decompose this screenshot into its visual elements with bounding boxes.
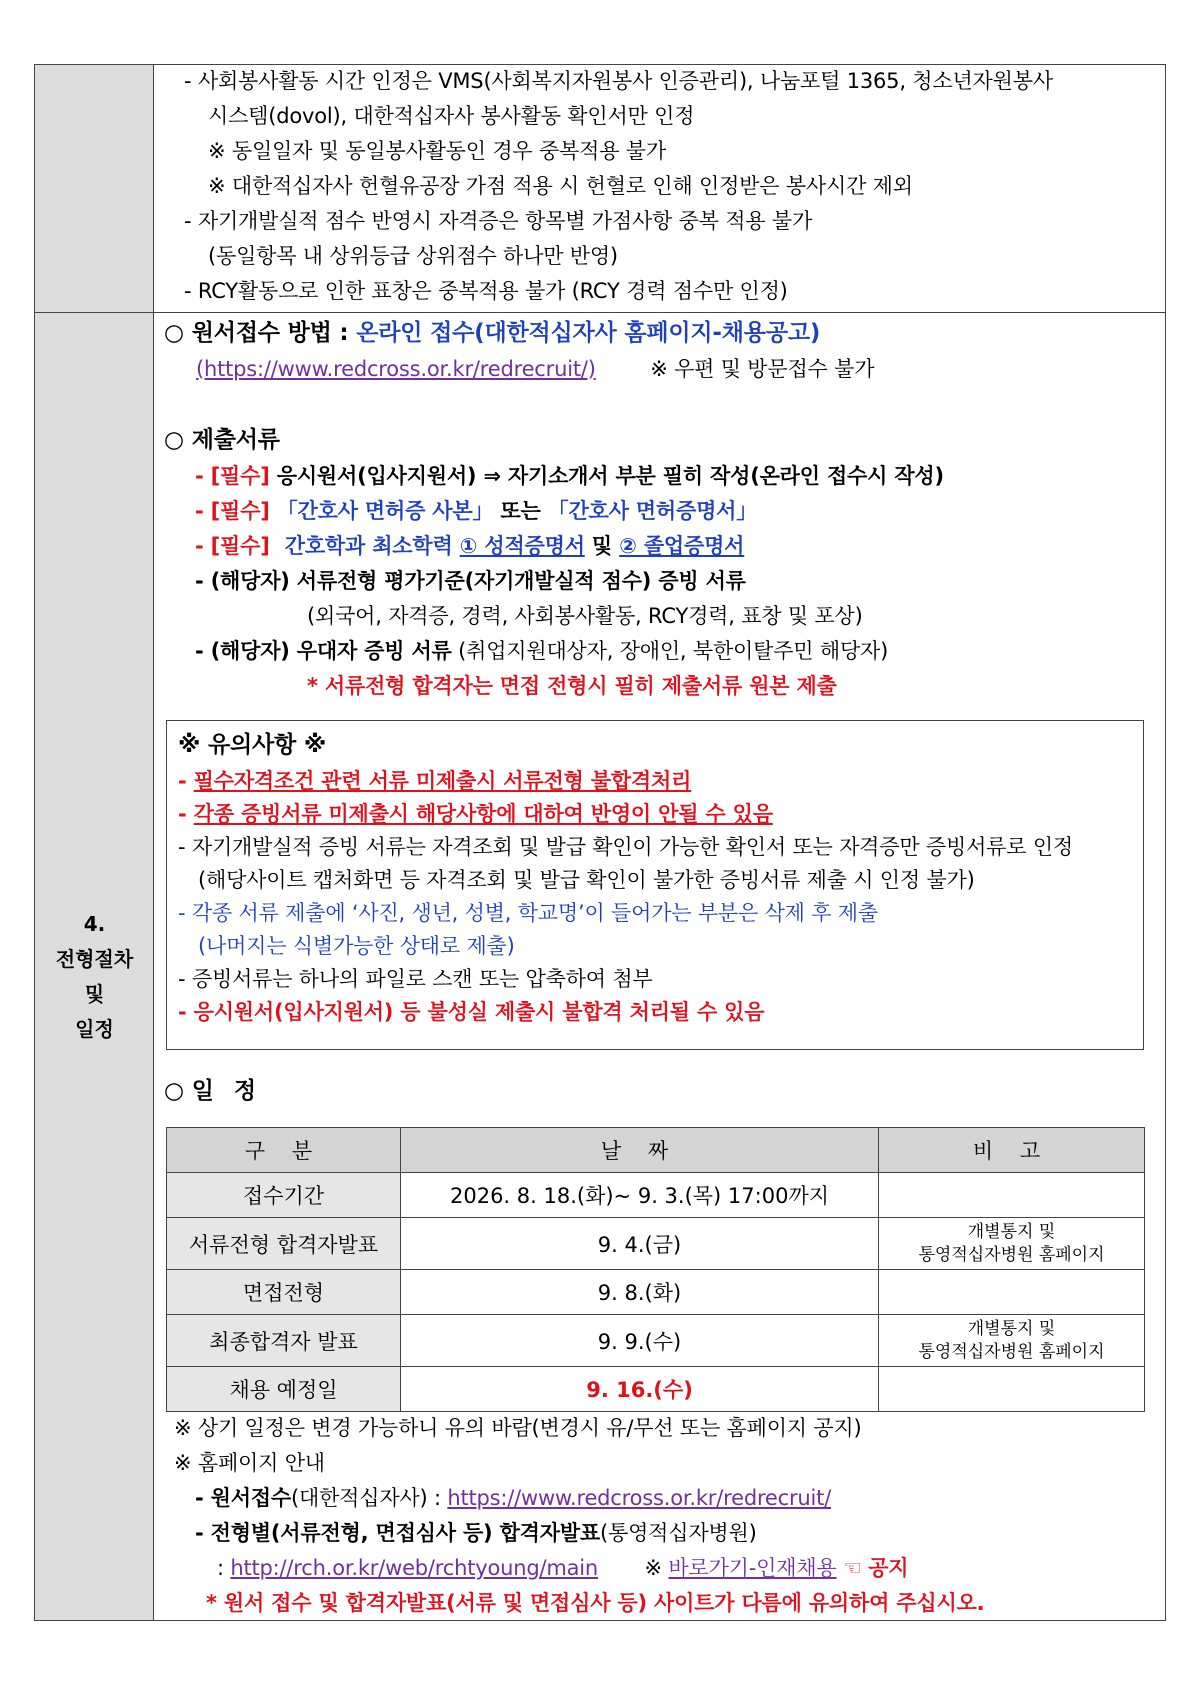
pointing-hand-icon: ☜: [842, 1556, 862, 1580]
homepage-apply-label: - 원서접수: [195, 1486, 291, 1510]
application-note: ※ 우편 및 방문접수 불가: [650, 357, 875, 381]
top-line-2: 시스템(dovol), 대한적십자사 봉사활동 확인서만 인정: [208, 104, 695, 128]
documents-title: 제출서류: [191, 427, 280, 453]
doc-item-1: [195, 461, 944, 491]
notice-line-1: [178, 766, 691, 796]
table-row: [167, 1315, 1145, 1367]
row-label: 접수기간: [167, 1173, 401, 1218]
doc-item-2-certificate: 「간호사 면허증명서」: [547, 499, 758, 523]
table-row: [167, 1218, 1145, 1270]
table-row: [167, 1270, 1145, 1315]
header-date: 날 짜: [401, 1128, 879, 1173]
doc-item-3-education: 간호학과 최소학력: [284, 534, 453, 558]
schedule-heading: [164, 1076, 262, 1106]
notice-line-8: - 응시원서(입사지원서) 등 불성실 제출시 불합격 처리될 수 있음: [178, 1000, 765, 1024]
bullet-circle: ○: [164, 320, 184, 346]
doc-item-3-diploma: ② 졸업증명서: [619, 534, 745, 558]
section-title-line3: 일정: [75, 1017, 114, 1041]
notice-line-7: - 증빙서류는 하나의 파일로 스캔 또는 압축하여 첨부: [178, 967, 653, 991]
doc-item-5-detail: (취업지원대상자, 장애인, 북한이탈주민 해당자): [458, 639, 889, 663]
section-title-line2: 및: [84, 982, 105, 1006]
homepage-line-2: [195, 1518, 757, 1548]
application-url-line: [196, 354, 874, 384]
bullet-circle: ○: [164, 1078, 184, 1104]
notice-line-4: (해당사이트 캡처화면 등 자격조회 및 발급 확인이 불가한 증빙서류 제출 시 인정 불가): [198, 868, 975, 892]
row-remark: [879, 1218, 1145, 1270]
row-remark: [879, 1270, 1145, 1315]
row-date: 2026. 8. 18.(화)~ 9. 3.(목) 17:00까지: [401, 1173, 879, 1218]
schedule-note: ※ 상기 일정은 변경 가능하니 유의 바람(변경시 유/무선 또는 홈페이지 공지): [174, 1416, 862, 1440]
row-label: 서류전형 합격자발표: [167, 1218, 401, 1270]
doc-item-3-transcript: ① 성적증명서: [459, 534, 585, 558]
notice-line-2: [178, 799, 773, 829]
section-number: 4.: [83, 912, 106, 936]
notice-line-2-text: 각종 증빙서류 미제출시 해당사항에 대하여 반영이 안될 수 있음: [193, 802, 773, 826]
row-divider: [35, 312, 1165, 313]
remark-line-1: 개별통지 및: [967, 1318, 1056, 1339]
row-label: 최종합격자 발표: [167, 1315, 401, 1367]
table-header-row: [167, 1128, 1145, 1173]
top-line-6: (동일항목 내 상위등급 상위점수 하나만 반영): [208, 244, 618, 268]
row-date: 9. 9.(수): [401, 1315, 879, 1367]
notice-line-1-text: 필수자격조건 관련 서류 미제출시 서류전형 불합격처리: [193, 769, 692, 793]
bullet-circle: ○: [164, 427, 184, 453]
colon: :: [217, 1556, 224, 1580]
required-tag: - [필수]: [195, 499, 270, 523]
header-remark: 비 고: [879, 1128, 1145, 1173]
notice-title: ※ 유의사항 ※: [178, 732, 327, 758]
homepage-warning: * 원서 접수 및 합격자발표(서류 및 면접심사 등) 사이트가 다름에 유의하여 주십시오.: [206, 1591, 985, 1615]
doc-item-4: - (해당자) 서류전형 평가기준(자기개발실적 점수) 증빙 서류: [195, 569, 746, 593]
doc-item-2: [195, 496, 757, 526]
doc-item-3: [195, 531, 744, 561]
documents-heading: [164, 425, 280, 455]
homepage-result-org: (통영적십자병원): [600, 1521, 757, 1545]
doc-item-3-and: 및: [591, 534, 613, 558]
required-tag: - [필수]: [195, 464, 270, 488]
notice-line-6: (나머지는 식별가능한 상태로 제출): [198, 934, 515, 958]
application-heading: [164, 318, 820, 348]
doc-item-2-or: 또는: [500, 499, 541, 523]
notice-label: 공지: [868, 1556, 909, 1580]
table-row: [167, 1367, 1145, 1412]
homepage-title: ※ 홈페이지 안내: [174, 1451, 325, 1475]
row-label: 채용 예정일: [167, 1367, 401, 1412]
top-line-1: - 사회봉사활동 시간 인정은 VMS(사회복지자원봉사 인증관리), 나눔포털 1365, 청소년자원봉사: [184, 69, 1053, 93]
top-line-4: ※ 대한적십자사 헌혈유공장 가점 적용 시 헌혈로 인해 인정받은 봉사시간 제외: [208, 174, 913, 198]
schedule-table: [166, 1127, 1145, 1412]
section-label: [35, 907, 154, 1047]
doc-item-5-title: - (해당자) 우대자 증빙 서류: [195, 639, 452, 663]
schedule-title: 일 정: [191, 1078, 263, 1104]
homepage-result-label: - 전형별(서류전형, 면접심사 등) 합격자발표: [195, 1521, 600, 1545]
top-line-3: ※ 동일일자 및 동일봉사활동인 경우 중복적용 불가: [208, 139, 666, 163]
section-label-column: [35, 65, 154, 1620]
homepage-line-1: [195, 1483, 831, 1513]
homepage-line-3: [217, 1553, 908, 1583]
homepage-apply-org: (대한적십자사) :: [290, 1486, 441, 1510]
application-url-link[interactable]: (https://www.redcross.or.kr/redrecruit/): [196, 357, 596, 381]
doc-item-1-text: 응시원서(입사지원서) ⇒ 자기소개서 부분 필히 작성(온라인 접수시 작성): [276, 464, 944, 488]
row-remark: [879, 1315, 1145, 1367]
reference-mark: ※: [644, 1556, 662, 1580]
notice-line-3: - 자기개발실적 증빙 서류는 자격조회 및 발급 확인이 가능한 확인서 또는 자격증만 증빙서류로 인정: [178, 835, 1073, 859]
remark-line-2: 통영적십자병원 홈페이지: [918, 1244, 1105, 1265]
row-remark: [879, 1367, 1145, 1412]
application-method: 온라인 접수(대한적십자사 홈페이지-채용공고): [356, 320, 821, 346]
remark-line-2: 통영적십자병원 홈페이지: [918, 1341, 1105, 1362]
homepage-result-link[interactable]: http://rch.or.kr/web/rchtyoung/main: [230, 1556, 599, 1580]
doc-item-2-license: 「간호사 면허증 사본」: [276, 499, 494, 523]
header-category: 구 분: [167, 1128, 401, 1173]
dash: -: [178, 769, 187, 793]
doc-item-6: * 서류전형 합격자는 면접 전형시 필히 제출서류 원본 제출: [307, 674, 837, 698]
homepage-apply-link[interactable]: https://www.redcross.or.kr/redrecruit/: [447, 1486, 832, 1510]
row-label: 면접전형: [167, 1270, 401, 1315]
remark-line-1: 개별통지 및: [967, 1221, 1056, 1242]
top-line-5: - 자기개발실적 점수 반영시 자격증은 항목별 가점사항 중복 적용 불가: [184, 209, 813, 233]
notice-line-5: - 각종 서류 제출에 ‘사진, 생년, 성별, 학교명’이 들어가는 부분은 삭제 후 제출: [178, 901, 878, 925]
section-title-line1: 전형절차: [55, 947, 134, 971]
required-tag: - [필수]: [195, 534, 270, 558]
application-title: 원서접수 방법 :: [191, 320, 349, 346]
row-date: 9. 16.(수): [401, 1367, 879, 1412]
row-date: 9. 4.(금): [401, 1218, 879, 1270]
row-date: 9. 8.(화): [401, 1270, 879, 1315]
row-remark: [879, 1173, 1145, 1218]
shortcut-recruit-link[interactable]: 바로가기-인재채용: [668, 1556, 837, 1580]
dash: -: [178, 802, 187, 826]
doc-item-5: [195, 636, 888, 666]
top-line-7: - RCY활동으로 인한 표창은 중복적용 불가 (RCY 경력 점수만 인정): [184, 279, 788, 303]
doc-item-4-sub: (외국어, 자격증, 경력, 사회봉사활동, RCY경력, 표창 및 포상): [307, 604, 863, 628]
table-row: [167, 1173, 1145, 1218]
